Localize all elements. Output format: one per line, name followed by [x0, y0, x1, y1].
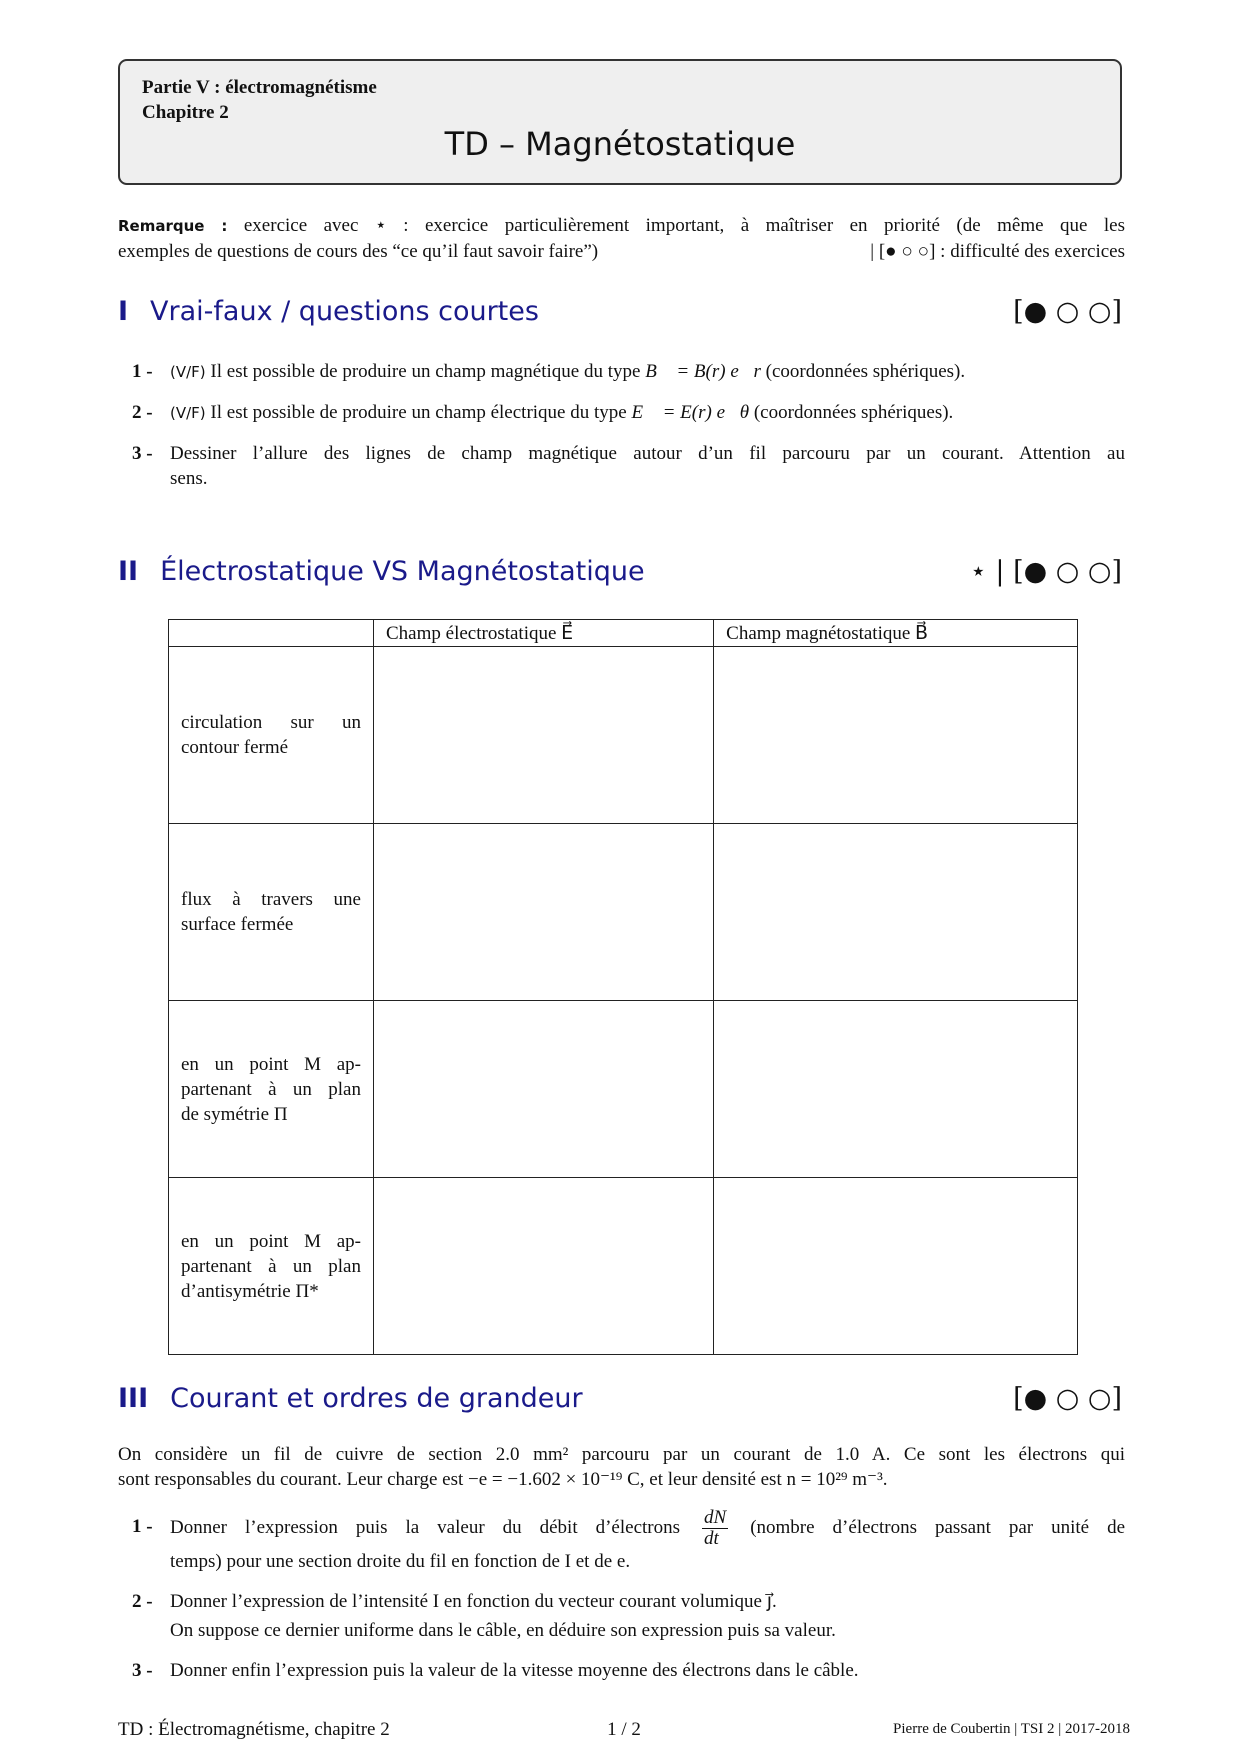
header-partie: Partie V : électromagnétisme: [142, 77, 377, 98]
table-cell-electrostatic[interactable]: [374, 824, 714, 1001]
section-3-intro: [118, 1442, 1125, 1492]
table-cell-electrostatic[interactable]: [374, 647, 714, 824]
question-text: Il est possible de produire un champ électrique du type: [210, 402, 627, 423]
section-2-heading: Électrostatique VS Magnétostatique: [160, 556, 645, 587]
table-cell-magnetostatic[interactable]: [714, 1178, 1078, 1355]
row-label-line: circulation sur un: [181, 712, 361, 733]
question-text-end: (coordonnées sphériques).: [753, 402, 954, 423]
question-text: Donner l’expression de l’intensité I en fonction du vecteur courant volumique j⃗.: [170, 1591, 777, 1612]
table-row: [169, 824, 1078, 1001]
page-number: 1 / 2: [607, 1719, 641, 1740]
table-row: [169, 1178, 1078, 1355]
table-cell-magnetostatic[interactable]: [714, 1001, 1078, 1178]
question-number: 1 -: [132, 361, 153, 382]
table-header-cell: Champ magnétostatique B⃗: [714, 620, 1078, 647]
question-number: 1 -: [132, 1516, 153, 1537]
section-1-difficulty: [● ○ ○]: [1013, 296, 1122, 327]
fraction-numerator: dN: [704, 1507, 727, 1528]
row-label-line: d’antisymétrie Π*: [181, 1280, 319, 1302]
table-row: [169, 1001, 1078, 1178]
question-item: [118, 1508, 1125, 1574]
table-header-cell: Champ électrostatique E⃗: [374, 620, 714, 647]
remark-line-1: [118, 213, 1125, 239]
formula: B⃗ = B(r) e⃗r: [645, 361, 761, 382]
section-1-questions: [118, 359, 1125, 506]
row-label-line: flux à travers une: [181, 889, 361, 910]
row-label-line: contour fermé: [181, 737, 289, 758]
table-cell-electrostatic[interactable]: [374, 1178, 714, 1355]
section-3-number: III: [118, 1383, 149, 1414]
section-2-title: [118, 556, 645, 587]
formula: E⃗ = E(r) e⃗θ: [631, 402, 750, 423]
row-label-line: en un point M ap-: [181, 1053, 361, 1075]
intro-line-2: sont responsables du courant. Leur charge est −e = −1.602 × 10⁻¹⁹ C, et leur densité est n = 10²⁹ m⁻³.: [118, 1469, 888, 1490]
section-1-heading: Vrai-faux / questions courtes: [150, 296, 539, 327]
section-3-difficulty: [● ○ ○]: [1013, 1383, 1122, 1414]
row-label-line: surface fermée: [181, 914, 294, 935]
remark-text-1: exercice avec ⋆ : exercice particulièrement important, à maîtriser en priorité (de même que les: [243, 215, 1126, 236]
question-number: 3 -: [132, 443, 153, 464]
table-cell-magnetostatic[interactable]: [714, 647, 1078, 824]
remark-text-2: exemples de questions de cours des “ce qu’il faut savoir faire”): [118, 241, 599, 262]
table-row-label: [169, 1178, 374, 1355]
remark-label: Remarque :: [118, 217, 228, 235]
section-1-title: [118, 296, 539, 327]
question-text: Dessiner l’allure des lignes de champ magnétique autour d’un fil parcouru par un courant. Attention au: [170, 443, 1125, 464]
footer-title: TD : Électromagnétisme, chapitre 2: [118, 1719, 390, 1740]
section-3-questions: [118, 1508, 1125, 1698]
question-text-cont: sens.: [170, 468, 208, 489]
question-item: [118, 359, 1125, 385]
table-row-label: [169, 1001, 374, 1178]
question-text: Donner enfin l’expression puis la valeur de la vitesse moyenne des électrons dans le câble.: [170, 1660, 859, 1681]
fraction-dN-dt: [702, 1508, 728, 1549]
question-text-end: (coordonnées sphériques).: [765, 361, 966, 382]
question-number: 3 -: [132, 1660, 153, 1681]
table-header-cell: [169, 620, 374, 647]
section-2-difficulty: ⋆ | [● ○ ○]: [969, 556, 1122, 587]
table-header-row: [169, 620, 1078, 647]
question-text: Il est possible de produire un champ magnétique du type: [210, 361, 641, 382]
question-text: [170, 1508, 1125, 1549]
vf-tag: (V/F): [170, 363, 206, 381]
section-2-number: II: [118, 556, 139, 587]
row-label-line: en un point M ap-: [181, 1230, 361, 1252]
question-item: [118, 1658, 1125, 1683]
header-chapitre: Chapitre 2: [142, 102, 229, 123]
table-row: [169, 647, 1078, 824]
question-text-end: (nombre d’électrons passant par unité de: [750, 1516, 1126, 1538]
row-label-line: partenant à un plan: [181, 1255, 361, 1277]
page-title: TD – Magnétostatique: [444, 125, 796, 163]
remark-difficulty-legend: | [● ○ ○] : difficulté des exercices: [870, 241, 1125, 262]
table-cell-electrostatic[interactable]: [374, 1001, 714, 1178]
question-text-cont: On suppose ce dernier uniforme dans le câble, en déduire son expression puis sa valeur.: [170, 1620, 836, 1641]
footer-info: Pierre de Coubertin | TSI 2 | 2017-2018: [893, 1721, 1130, 1737]
question-number: 2 -: [132, 1591, 153, 1612]
row-label-line: partenant à un plan: [181, 1078, 361, 1100]
vf-tag: (V/F): [170, 404, 206, 422]
remark: [118, 213, 1125, 264]
fraction-denominator: dt: [704, 1528, 719, 1549]
table-row-label: [169, 647, 374, 824]
row-label-line: de symétrie Π: [181, 1103, 288, 1125]
question-item: [118, 400, 1125, 426]
question-number: 2 -: [132, 402, 153, 423]
header-box: [118, 59, 1122, 185]
section-1-number: I: [118, 296, 129, 327]
question-text-start: Donner l’expression puis la valeur du débit d’électrons: [170, 1516, 681, 1538]
table-row-label: [169, 824, 374, 1001]
table-cell-magnetostatic[interactable]: [714, 824, 1078, 1001]
question-item: [118, 441, 1125, 491]
question-text-cont: temps) pour une section droite du fil en fonction de I et de e.: [170, 1551, 631, 1572]
question-item: [118, 1589, 1125, 1643]
section-3-title: [118, 1383, 583, 1414]
remark-line-2: [118, 239, 1125, 264]
intro-line-1: On considère un fil de cuivre de section 2.0 mm² parcouru par un courant de 1.0 A. Ce sont les électrons qui: [118, 1444, 1125, 1465]
comparison-table: [168, 619, 1078, 1355]
section-3-heading: Courant et ordres de grandeur: [170, 1383, 583, 1414]
